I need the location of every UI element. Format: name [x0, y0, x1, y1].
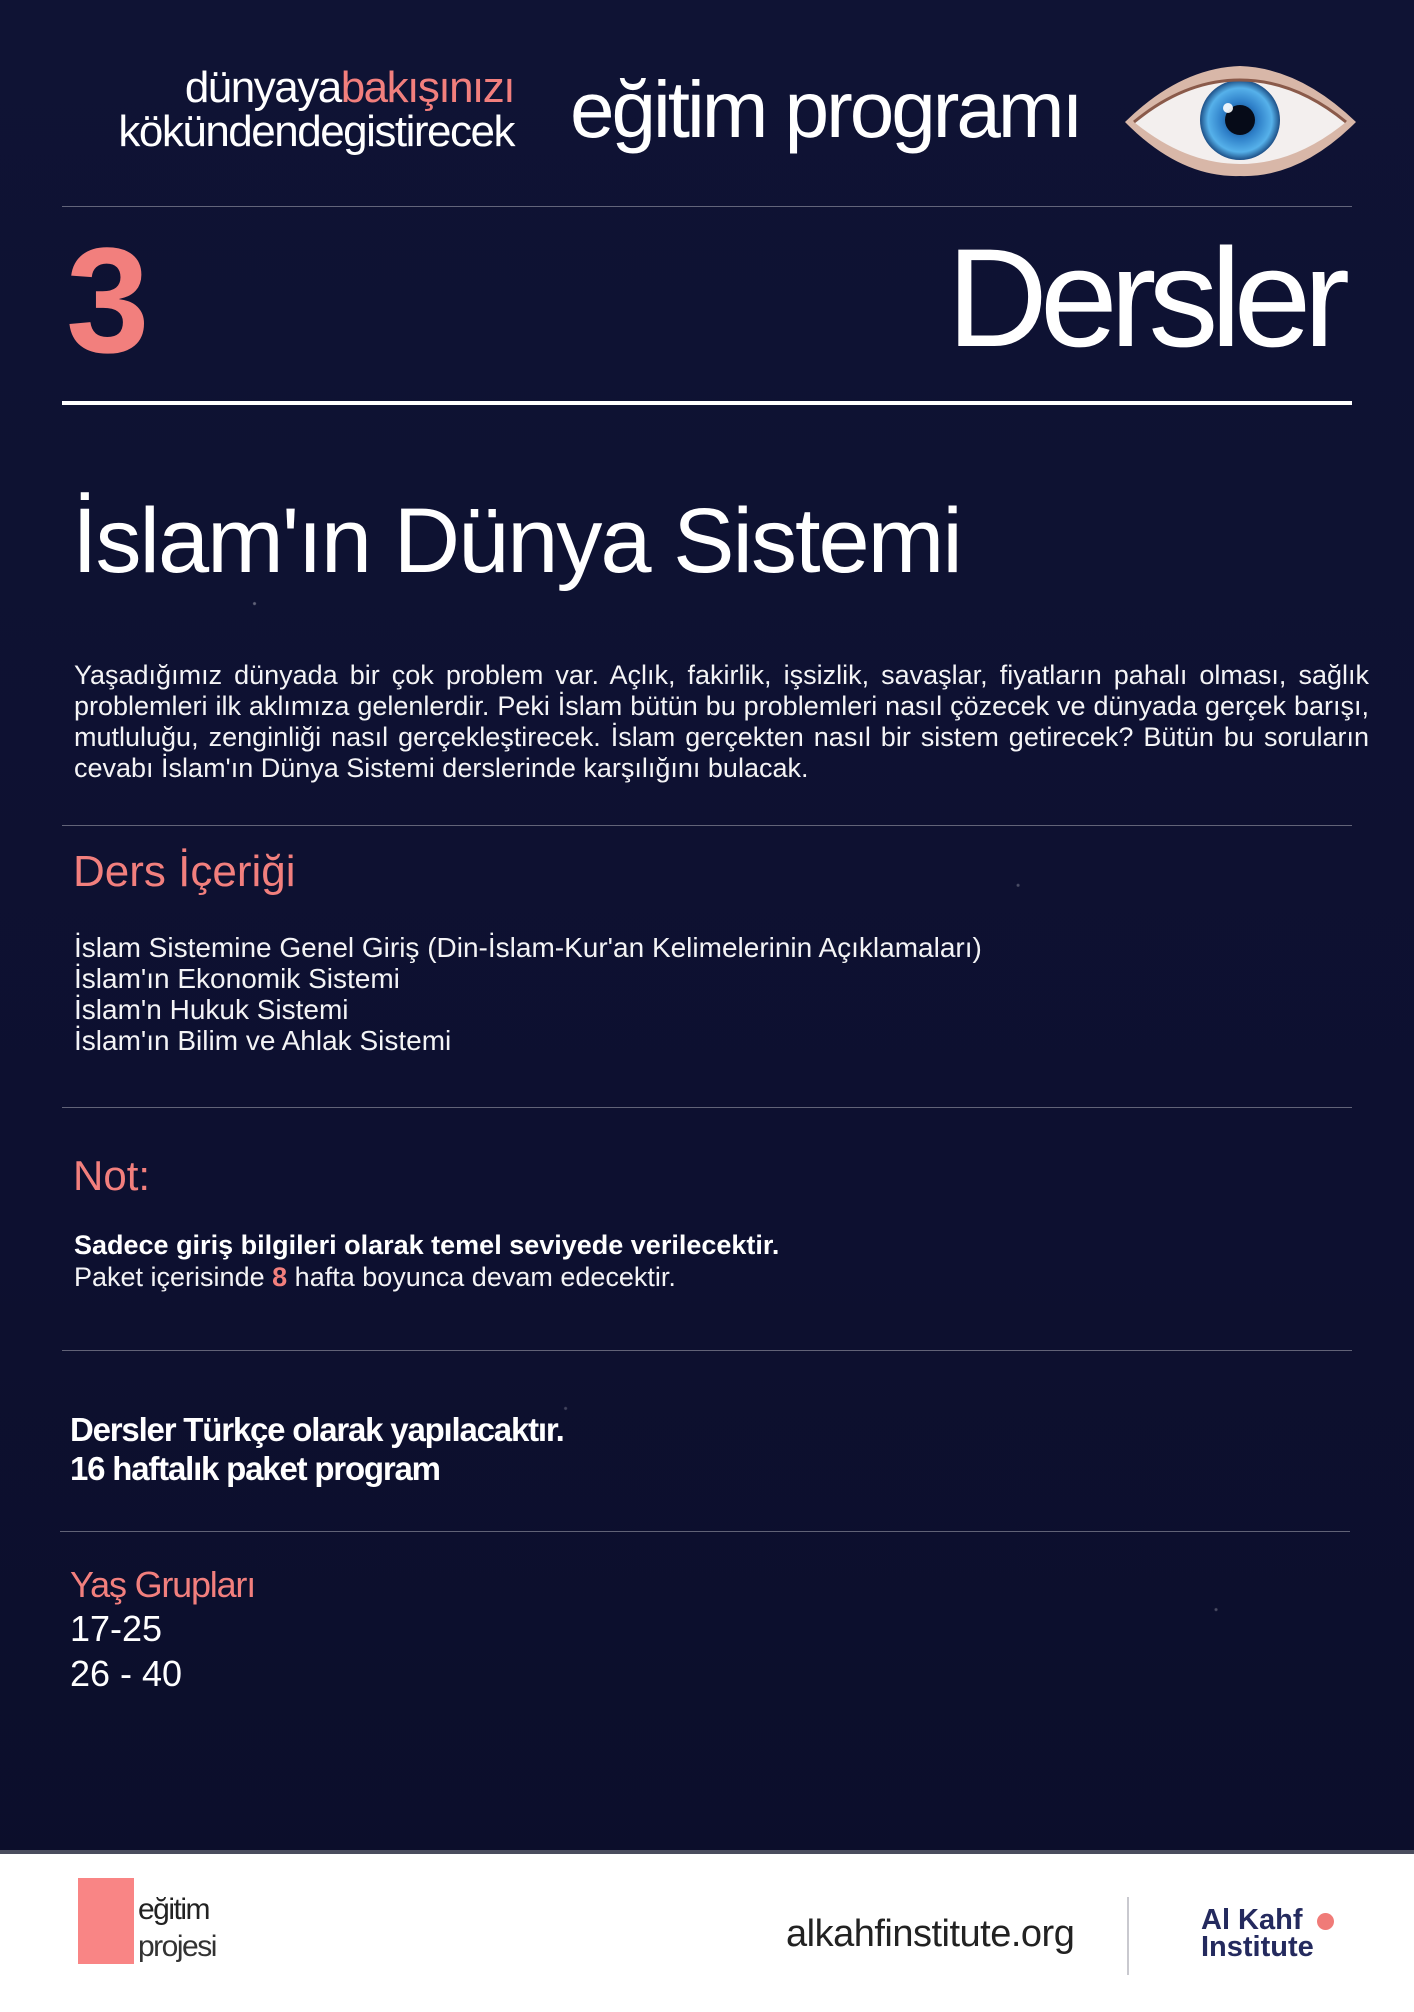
- divider: [62, 825, 1352, 826]
- tagline-line-1: [184, 63, 514, 112]
- note-text: hafta boyunca devam edecektir.: [294, 1262, 676, 1292]
- tagline-word-light: degistirecek: [297, 107, 514, 156]
- course-number: 3: [66, 216, 150, 384]
- footer-divider: [1127, 1897, 1129, 1975]
- content-heading: Ders İçeriği: [73, 847, 296, 896]
- eye-icon: [1120, 60, 1360, 180]
- divider: [60, 1531, 1350, 1532]
- divider: [62, 1350, 1352, 1351]
- project-logo-text: eğitim: [138, 1893, 210, 1926]
- lessons-label: Dersler: [946, 219, 1342, 376]
- tagline-word: dünyaya: [184, 63, 341, 112]
- tagline-line-2: [118, 107, 514, 156]
- list-item: İslam Sistemine Genel Giriş (Din-İslam-Kur'an Kelimelerinin Açıklamaları): [74, 932, 982, 963]
- note-line-2: [74, 1262, 676, 1293]
- note-text: Paket içerisinde: [74, 1262, 265, 1292]
- age-group-item: 26 - 40: [70, 1653, 183, 1694]
- brand-logo-text: Al Kahf: [1201, 1904, 1303, 1936]
- project-logo-mark: [78, 1878, 134, 1964]
- website-link[interactable]: alkahfinstitute.org: [786, 1913, 1075, 1955]
- divider: [62, 1107, 1352, 1108]
- note-line-1: Sadece giriş bilgileri olarak temel seviyede verilecektir.: [74, 1230, 780, 1260]
- divider: [62, 206, 1352, 207]
- brand-dot-icon: [1317, 1913, 1334, 1930]
- brand-logo-text: Institute: [1201, 1931, 1314, 1963]
- note-heading: Not:: [73, 1152, 151, 1199]
- age-groups-heading: Yaş Grupları: [70, 1564, 256, 1605]
- program-title: eğitim programı: [570, 65, 1081, 154]
- course-description: Yaşadığımız dünyada bir çok problem var. Açlık, fakirlik, işsizlik, savaşlar, fiyatların pahalı olması, sağlık problemleri ilk aklımıza gelenlerdir. Peki İslam bütün bu problemleri nasıl çözecek ve dünyada gerçek barışı, mutluluğu, zenginliği nasıl gerçekleştirecek. İslam gerçekten nasıl bir sistem getirecek? Bütün bu soruların cevabı İslam'ın Dünya Sistemi derslerinde karşılığını bulacak.: [74, 660, 1369, 783]
- list-item: İslam'ın Ekonomik Sistemi: [74, 963, 400, 994]
- package-info: 16 haftalık paket program: [70, 1450, 440, 1487]
- age-group-item: 17-25: [70, 1608, 163, 1649]
- divider-thick: [62, 401, 1352, 405]
- tagline-word: kökünden: [118, 107, 298, 156]
- project-logo-text: projesi: [138, 1930, 216, 1963]
- language-info: Dersler Türkçe olarak yapılacaktır.: [70, 1411, 564, 1448]
- week-count: 8: [272, 1262, 288, 1292]
- course-title: İslam'ın Dünya Sistemi: [72, 490, 961, 592]
- list-item: İslam'n Hukuk Sistemi: [74, 994, 349, 1025]
- content-list: [74, 932, 982, 1056]
- list-item: İslam'ın Bilim ve Ahlak Sistemi: [74, 1025, 452, 1056]
- tagline-highlight: bakışınızı: [340, 63, 514, 112]
